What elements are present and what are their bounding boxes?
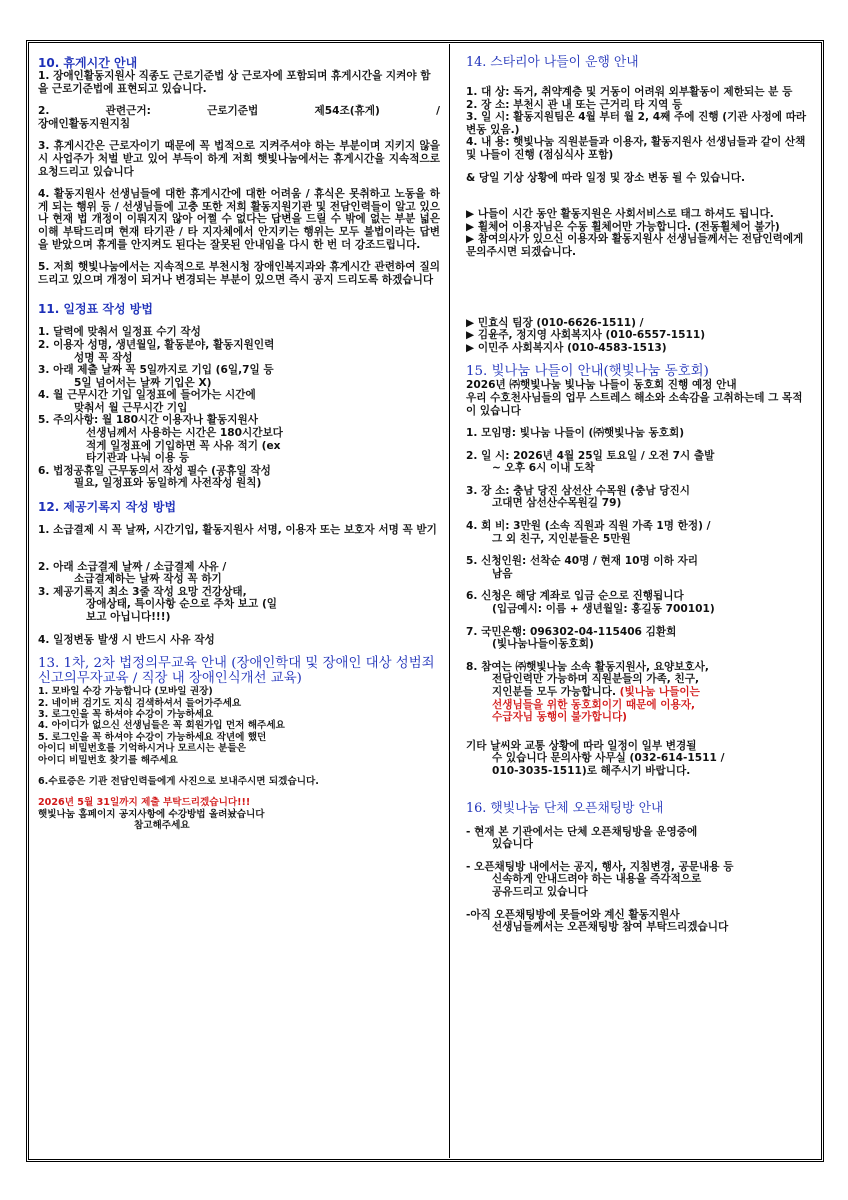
s15-item-1: 1. 모임명: 빛나눔 나들이 (㈜햇빛나눔 동호회): [466, 427, 685, 440]
s12-item-3a: 3. 제공기록지 최소 3줄 작성 요망 건강상태,: [38, 585, 247, 598]
s11-item-3a: 3. 아래 제출 날짜 꼭 5일까지로 기입 (6일,7일 등: [38, 364, 274, 377]
right-column: [466, 56, 812, 934]
s12-item-1: 1. 소급결제 시 꼭 날짜, 시간기입, 활동지원사 서명, 이용자 또는 보호자 서명 꼭 받기: [38, 524, 437, 537]
s11-item-5a: 5. 주의사항: 월 180시간 이용자나 활동지원사: [38, 414, 258, 427]
s11-item-5b: 선생님께서 사용하는 시간은 180시간보다: [86, 427, 283, 440]
section-12-heading: 12. 제공기록지 작성 방법: [38, 500, 177, 515]
s15-etc-3: 010-3035-1511)로 해주시기 바랍니다.: [492, 764, 691, 777]
s12-item-4: 4. 일정변동 발생 시 반드시 사유 작성: [38, 633, 215, 646]
s13-item-6: 6.수료증은 기관 전담인력들에게 사진으로 보내주시면 되겠습니다.: [38, 776, 319, 788]
s15-intro-2: 우리 수호천사님들의 업무 스트레스 해소와 소속감을 고취하는데 그 목적이 있습니다: [466, 391, 803, 417]
s13-item-5b: 아이디 비밀번호를 기억하시거나 모르시는 분들은: [38, 743, 246, 755]
s12-item-2a: 2. 아래 소급결제 날짜 / 소급결제 사유 /: [38, 560, 227, 573]
s11-item-3b: 5일 넘어서는 날짜 기입은 X): [74, 376, 212, 389]
s16-item-3a: -아직 오픈채팅방에 못들어와 계신 활동지원사: [466, 908, 680, 921]
s13-item-3: 3. 로그인을 꼭 하셔야 수강이 가능하세요: [38, 709, 214, 720]
s10-paragraph-3: 3. 휴게시간은 근로자이기 때문에 꼭 법적으로 지켜주셔야 하는 부분이며 지키지 않을 시 사업주가 처벌 받고 있어 부득이 하게 저희 햇빛나눔에서는 휴게시간을 지속적으로 요청드리고 있습니다: [38, 140, 444, 178]
s15-item-4a: 4. 회 비: 3만원 (소속 직원과 직원 가족 1명 한정) /: [466, 520, 711, 533]
s13-item-4: 4. 아이디가 없으신 선생님들은 꼭 회원가입 먼저 해주세요: [38, 720, 285, 732]
s14-item-3: 3. 일 시: 활동지원팀은 4월 부터 월 2, 4째 주에 진행 (기관 사정에 따라 변동 있음.): [466, 111, 810, 136]
s11-item-5c: 적게 일정표에 기입하면 꼭 사유 적기 (ex: [86, 439, 281, 452]
s12-item-2b: 소급결제하는 날짜 작성 꼭 하기: [74, 573, 222, 586]
s14-contact-1: ▶ 민효식 팀장 (010-6626-1511) /: [466, 316, 644, 329]
s15-warning-3: 수급자님 동행이 불가합니다): [492, 711, 628, 724]
s16-item-2c: 공유드리고 있습니다: [492, 885, 588, 898]
s10-paragraph-1: 1. 장애인활동지원사 직종도 근로기준법 상 근로자에 포함되며 휴게시간을 지켜야 함을 근로기준법에 표현되고 있습니다.: [38, 70, 431, 95]
section-10-heading: 10. 휴게시간 안내: [38, 56, 138, 70]
s15-item-6b: (입금예시: 이름 + 생년월일: 홍길동 700101): [492, 603, 715, 616]
section-16-heading: 16. 햇빛나눔 단체 오픈채팅방 안내: [466, 800, 664, 816]
s15-item-2b: ~ 오후 6시 이내 도착: [492, 462, 595, 475]
s15-item-8c-text: 지인분들 모두 가능합니다.: [492, 686, 620, 698]
s15-etc-2: 수 있습니다 문의사항 사무실 (032-614-1511 /: [492, 752, 725, 765]
s15-item-5a: 5. 신청인원: 선착순 40명 / 현재 10명 이하 자리: [466, 555, 698, 568]
s15-item-7a: 7. 국민은행: 096302-04-115406 김환희: [466, 625, 677, 638]
s15-etc-1: 기타 날씨와 교통 상황에 따라 일정이 일부 변경될: [466, 739, 697, 752]
s14-item-4: 4. 내 용: 햇빛나눔 직원분들과 이용자, 활동지원사 선생님들과 같이 산책 및 나들이 진행 (점심식사 포함): [466, 136, 810, 161]
s15-warning-2: 선생님들을 위한 동호회이기 때문에 이용자,: [492, 698, 695, 711]
s12-item-3b: 장애상태, 특이사항 순으로 주차 보고 (일: [86, 598, 278, 611]
s11-item-6b: 필요, 일정표와 동일하게 사전작성 원칙): [74, 477, 262, 490]
s13-item-2: 2. 네이버 검기도 지식 검색하셔서 들어가주세요: [38, 697, 242, 709]
s13-item-1: 1. 모바일 수강 가능합니다 (모바일 권장): [38, 686, 213, 698]
s15-item-3a: 3. 장 소: 충남 당진 삼선산 수목원 (충남 당진시: [466, 484, 690, 497]
s11-item-1: 1. 달력에 맞춰서 일정표 수기 작성: [38, 326, 201, 339]
s15-item-8b: 전담인력만 가능하며 직원분들의 가족, 친구,: [492, 673, 700, 686]
s16-item-1a: - 현재 본 기관에서는 단체 오픈채팅방을 운영중에: [466, 825, 698, 838]
s15-warning-1: (빛나눔 나들이는: [619, 686, 700, 698]
s11-item-5d: 타기관과 나눠 이용 등: [86, 452, 190, 465]
s16-item-1b: 있습니다: [492, 838, 533, 851]
s13-item-5c: 아이디 비밀번호 찾기를 해주세요: [38, 754, 178, 766]
s13-note-1: 햇빛나눔 홈페이지 공지사항에 수강방법 올려놨습니다: [38, 808, 265, 820]
column-divider: [449, 44, 450, 1158]
s10-paragraph-2a: 2. 관련근거: 근로기준법 제54조(휴게) /: [38, 105, 440, 118]
s15-item-8a: 8. 참여는 ㈜햇빛나눔 소속 활동지원사, 요양보호사,: [466, 660, 709, 673]
s14-item-1: 1. 대 상: 독거, 취약계층 및 거동이 어려워 외부활동이 제한되는 분 등: [466, 86, 793, 98]
section-15-heading: 15. 빛나눔 나들이 안내(햇빛나눔 동호회): [466, 364, 709, 380]
s10-paragraph-5: 5. 저희 햇빛나눔에서는 지속적으로 부천시청 장애인복지과와 휴게시간 관련하여 질의 드리고 있으며 개정이 되거나 변경되는 부분이 있으면 즉시 공지 드리도록 하겠습니다: [38, 261, 444, 286]
s11-item-6a: 6. 법정공휴일 근무동의서 작성 필수 (공휴일 작성: [38, 464, 271, 477]
s11-item-4a: 4. 월 근무시간 기입 일정표에 들어가는 시간에: [38, 389, 256, 402]
s16-item-3b: 선생님들께서는 오픈채팅방 참여 부탁드리겠습니다: [492, 921, 729, 934]
s16-item-2a: - 오픈채팅방 내에서는 공지, 행사, 지침변경, 공문내용 등: [466, 860, 734, 873]
section-11-heading: 11. 일정표 작성 방법: [38, 302, 153, 317]
s14-contact-2: ▶ 김윤주, 정지영 사회복지사 (010-6557-1511): [466, 329, 706, 342]
s12-item-3c: 보고 아닙니다!!!): [86, 611, 171, 623]
s15-item-8c: [466, 686, 812, 699]
s10-paragraph-4: 4. 활동지원사 선생님들에 대한 휴게시간에 대한 어려움 / 휴식은 못취하고 노동을 하게 되는 행위 등 / 선생님들에 고충 또한 저희 활동지원기관 및 전담인력들이 알고 있으나 현재 법 개정이 이뤄지지 않아 어쩔 수 없다는 답변을 드릴 수 밖에 없는 부분 넓은 이해 부탁드리며 현재 타기관 / 타 지자체에서 안지키는 행위는 모두 불법이라는 답변을 받았으며 휴게를 안지켜도 된다는 잘못된 안내임을 다시 한 번 더 강조드립니다.: [38, 188, 444, 251]
s15-item-3b: 고대면 삼선산수목원길 79): [492, 497, 622, 510]
s14-item-2: 2. 장 소: 부천시 관 내 또는 근거리 타 지역 등: [466, 98, 683, 111]
s14-contact-3: ▶ 이민주 사회복지사 (010-4583-1513): [466, 341, 667, 354]
s15-item-5b: 남음: [492, 567, 513, 580]
s15-item-4b: 그 외 친구, 지인분들은 5만원: [492, 532, 631, 545]
s14-arrow-2: ▶ 휠체어 이용자님은 수동 휠체어만 가능합니다. (전동휠체어 불가): [466, 220, 780, 233]
s14-note: & 당일 기상 상황에 따라 일정 및 장소 변동 될 수 있습니다.: [466, 171, 745, 184]
s14-arrow-3: ▶ 참여의사가 있으신 이용자와 활동지원사 선생님들께서는 전담인력에게 문의주시면 되겠습니다.: [466, 233, 807, 258]
s13-item-5a: 5. 로그인을 꼭 하셔야 수강이 가능하세요 작년에 했던: [38, 731, 267, 743]
s10-paragraph-2b: 장애인활동지원지침: [38, 117, 131, 130]
s15-item-2a: 2. 일 시: 2026년 4월 25일 토요일 / 오전 7시 출발: [466, 449, 715, 462]
s13-note-2: 참고해주세요: [134, 820, 190, 832]
s11-item-2a: 2. 이용자 성명, 생년월일, 활동분야, 활동지원인력: [38, 338, 275, 351]
s15-intro-1: 2026년 ㈜햇빛나눔 빛나눔 나들이 동호회 진행 예정 안내: [466, 379, 737, 392]
s11-item-4b: 맞춰서 월 근무시간 기입: [74, 401, 188, 414]
section-14-heading: 14. 스타리아 나들이 운행 안내: [466, 55, 639, 70]
s15-item-7b: (빛나눔나들이동호회): [492, 638, 594, 651]
s15-item-6a: 6. 신청은 해당 계좌로 입금 순으로 진행됩니다: [466, 590, 684, 603]
s16-item-2b: 신속하게 안내드려야 하는 내용을 즉각적으로: [492, 873, 702, 886]
section-13-heading: 13. 1차, 2차 법정의무교육 안내 (장애인학대 및 장애인 대상 성범죄 신고의무자교육 / 직장 내 장애인식개선 교육): [38, 656, 435, 687]
s11-item-2b: 성명 꼭 작성: [74, 351, 133, 364]
s13-deadline: 2026년 5월 31일까지 제출 부탁드리겠습니다!!!: [38, 797, 251, 809]
left-column: [38, 56, 444, 832]
s14-arrow-1: ▶ 나들이 시간 동안 활동지원은 사회서비스로 태그 하셔도 됩니다.: [466, 208, 774, 221]
